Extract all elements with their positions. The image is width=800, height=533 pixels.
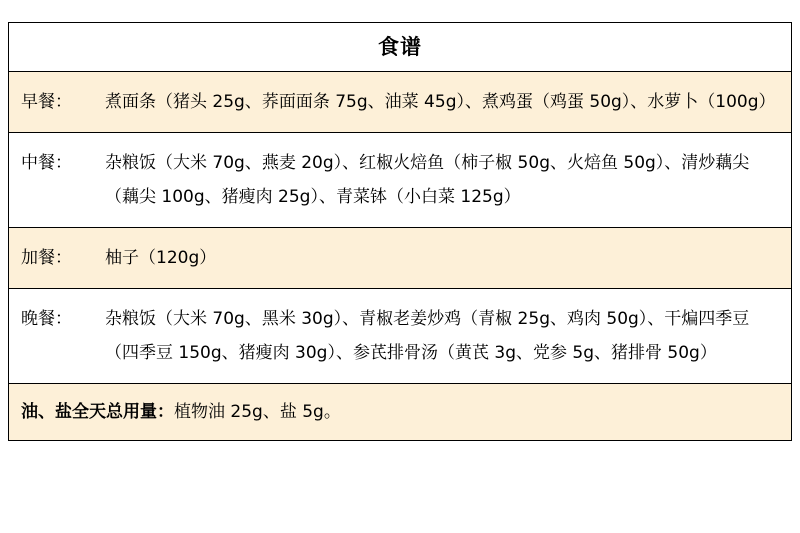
meal-label: 中餐： — [21, 153, 72, 174]
meal-label: 加餐： — [21, 248, 72, 269]
table-row — [9, 228, 791, 289]
meal-content: 煮面条（猪头 25g、荞面面条 75g、油菜 45g）、煮鸡蛋（鸡蛋 50g）、水萝卜（100g） — [105, 92, 776, 113]
meal-label: 晚餐： — [21, 309, 72, 330]
footer-label: 油、盐全天总用量： — [21, 402, 174, 423]
footer-value: 植物油 25g、盐 5g。 — [174, 402, 341, 423]
table-row — [9, 72, 791, 133]
page-title: 食谱 — [378, 35, 422, 59]
table-footer-row — [9, 384, 791, 440]
meal-label: 早餐： — [21, 92, 72, 113]
table-row — [9, 133, 791, 228]
meal-content: 杂粮饭（大米 70g、黑米 30g）、青椒老姜炒鸡（青椒 25g、鸡肉 50g）、干煸四季豆（四季豆 150g、猪瘦肉 30g）、参芪排骨汤（黄芪 3g、党参 5g、猪排骨 50g） — [105, 309, 750, 364]
meal-content: 杂粮饭（大米 70g、燕麦 20g）、红椒火焙鱼（柿子椒 50g、火焙鱼 50g）、清炒藕尖（藕尖 100g、猪瘦肉 25g）、青菜钵（小白菜 125g） — [105, 153, 750, 208]
table-row — [9, 289, 791, 384]
meal-content: 柚子（120g） — [105, 248, 217, 269]
recipe-table — [8, 22, 792, 441]
table-title-row — [9, 23, 791, 72]
